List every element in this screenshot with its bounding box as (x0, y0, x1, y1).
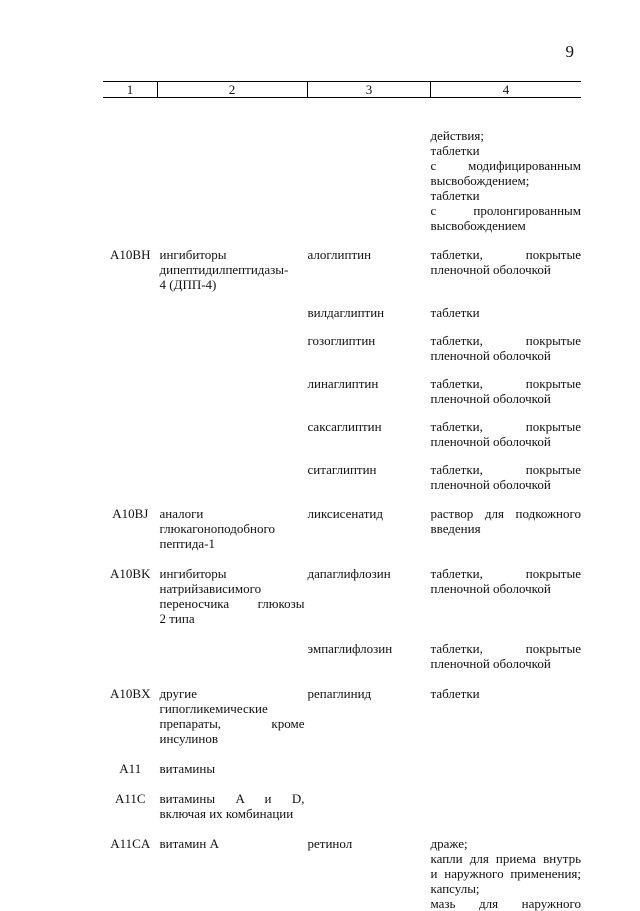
table-row (103, 551, 581, 626)
atc-code: A11C (115, 791, 146, 806)
table-row (103, 406, 581, 449)
atc-code-cell (103, 406, 158, 449)
table-row (103, 233, 581, 292)
dosage-form-line: пленочной оболочкой (431, 434, 582, 449)
atc-group-line: переносчика глюкозы (160, 596, 305, 611)
dosage-form-line: таблетки (431, 686, 582, 701)
atc-group-line: включая их комбинации (160, 806, 305, 821)
atc-group-cell (158, 821, 308, 911)
atc-group-cell (158, 363, 308, 406)
drug-name: ликсисенатид (308, 506, 384, 521)
atc-code: A10BX (110, 686, 150, 701)
drug-name-cell (308, 492, 431, 551)
dosage-forms-cell (431, 320, 582, 363)
drug-name: линаглиптин (308, 376, 379, 391)
table-body (103, 98, 581, 911)
atc-group-cell (158, 492, 308, 551)
drug-name-cell (308, 821, 431, 911)
table-row (103, 292, 581, 320)
dosage-form-line: пленочной оболочкой (431, 348, 582, 363)
atc-group-cell (158, 746, 308, 776)
dosage-forms-cell (431, 821, 582, 911)
column-number: 2 (158, 82, 308, 98)
atc-code-cell (103, 551, 158, 626)
atc-group-line: инсулинов (160, 731, 305, 746)
drug-name: ретинол (308, 836, 353, 851)
dosage-forms-cell (431, 551, 582, 626)
atc-group-cell (158, 551, 308, 626)
column-number: 1 (103, 82, 158, 98)
dosage-forms-cell (431, 776, 582, 821)
atc-code-cell (103, 233, 158, 292)
table-row (103, 671, 581, 746)
drug-name: дапаглифлозин (308, 566, 391, 581)
dosage-forms-cell (431, 671, 582, 746)
table-row (103, 492, 581, 551)
atc-code-cell (103, 292, 158, 320)
dosage-form-line: таблетки, покрытые (431, 641, 582, 656)
drug-name: репаглинид (308, 686, 372, 701)
dosage-form-line: пленочной оболочкой (431, 656, 582, 671)
atc-group-line: натрийзависимого (160, 581, 305, 596)
table-row (103, 746, 581, 776)
dosage-form-line: таблетки, покрытые (431, 462, 582, 477)
atc-code-cell (103, 98, 158, 234)
atc-group-line: аналоги (160, 506, 305, 521)
drug-name-cell (308, 626, 431, 671)
drug-name-cell (308, 449, 431, 492)
atc-group-line: гипогликемические (160, 701, 305, 716)
dosage-form-line: драже; (431, 836, 582, 851)
atc-code: A11 (119, 761, 141, 776)
page-number: 9 (566, 42, 575, 62)
atc-code-cell (103, 746, 158, 776)
atc-group-line: витамины (160, 761, 305, 776)
atc-group-cell (158, 626, 308, 671)
atc-group-cell (158, 320, 308, 363)
atc-code-cell (103, 449, 158, 492)
dosage-form-line: пленочной оболочкой (431, 391, 582, 406)
atc-group-cell (158, 671, 308, 746)
atc-group-line: глюкагоноподобного (160, 521, 305, 536)
dosage-forms-cell (431, 626, 582, 671)
atc-group-line: 2 типа (160, 611, 305, 626)
dosage-forms-cell (431, 363, 582, 406)
dosage-forms-cell (431, 746, 582, 776)
dosage-form-line: и наружного применения; (431, 866, 582, 881)
dosage-form-line: пленочной оболочкой (431, 477, 582, 492)
drug-name-cell (308, 406, 431, 449)
atc-group-cell (158, 98, 308, 234)
dosage-forms-cell (431, 492, 582, 551)
table-row (103, 776, 581, 821)
dosage-form-line: таблетки, покрытые (431, 376, 582, 391)
dosage-form-line: мазь для наружного (431, 896, 582, 911)
dosage-forms-cell (431, 292, 582, 320)
drug-name-cell (308, 320, 431, 363)
table-row (103, 320, 581, 363)
dosage-form-line: таблетки, покрытые (431, 247, 582, 262)
table-row (103, 449, 581, 492)
drug-name-cell (308, 363, 431, 406)
dosage-form-line: капсулы; (431, 881, 582, 896)
drug-name: вилдаглиптин (308, 305, 385, 320)
drug-name-cell (308, 746, 431, 776)
atc-group-line: препараты, кроме (160, 716, 305, 731)
dosage-form-line: действия; (431, 128, 582, 143)
atc-group-cell (158, 449, 308, 492)
drug-table (103, 81, 581, 911)
dosage-form-line: таблетки, покрытые (431, 333, 582, 348)
atc-code-cell (103, 626, 158, 671)
atc-code-cell (103, 492, 158, 551)
drug-name-cell (308, 233, 431, 292)
dosage-form-line: таблетки (431, 143, 582, 158)
atc-code-cell (103, 671, 158, 746)
atc-code-cell (103, 776, 158, 821)
drug-name-cell (308, 292, 431, 320)
drug-name: ситаглиптин (308, 462, 377, 477)
atc-code-cell (103, 363, 158, 406)
dosage-form-line: с модифицированным (431, 158, 582, 173)
atc-code-cell (103, 821, 158, 911)
column-number: 4 (431, 82, 582, 98)
table-row (103, 363, 581, 406)
drug-name-cell (308, 98, 431, 234)
dosage-form-line: таблетки (431, 188, 582, 203)
atc-group-cell (158, 406, 308, 449)
atc-group-line: другие (160, 686, 305, 701)
drug-name: алоглиптин (308, 247, 372, 262)
column-number-row (103, 82, 581, 98)
dosage-form-line: пленочной оболочкой (431, 262, 582, 277)
dosage-form-line: таблетки, покрытые (431, 566, 582, 581)
dosage-forms-cell (431, 449, 582, 492)
drug-name-cell (308, 776, 431, 821)
dosage-forms-cell (431, 98, 582, 234)
dosage-form-line: пленочной оболочкой (431, 581, 582, 596)
drug-name-cell (308, 551, 431, 626)
drug-name-cell (308, 671, 431, 746)
dosage-forms-cell (431, 233, 582, 292)
atc-group-cell (158, 776, 308, 821)
atc-code-cell (103, 320, 158, 363)
drug-name: саксаглиптин (308, 419, 382, 434)
dosage-form-line: введения (431, 521, 582, 536)
dosage-form-line: с пролонгированным (431, 203, 582, 218)
atc-group-line: витамин A (160, 836, 305, 851)
atc-group-line: ингибиторы (160, 566, 305, 581)
dosage-form-line: раствор для подкожного (431, 506, 582, 521)
atc-group-line: дипептидилпептидазы- (160, 262, 305, 277)
dosage-form-line: капли для приема внутрь (431, 851, 582, 866)
atc-group-cell (158, 292, 308, 320)
column-number: 3 (308, 82, 431, 98)
drug-name: гозоглиптин (308, 333, 376, 348)
atc-group-line: 4 (ДПП-4) (160, 277, 305, 292)
table-row (103, 626, 581, 671)
dosage-form-line: таблетки (431, 305, 582, 320)
dosage-form-line: таблетки, покрытые (431, 419, 582, 434)
atc-group-line: ингибиторы (160, 247, 305, 262)
atc-group-cell (158, 233, 308, 292)
dosage-form-line: высвобождением (431, 218, 582, 233)
atc-group-line: витамины A и D, (160, 791, 305, 806)
atc-code: A10BH (110, 247, 150, 262)
atc-code: A11CA (110, 836, 150, 851)
atc-group-line: пептида-1 (160, 536, 305, 551)
drug-name: эмпаглифлозин (308, 641, 393, 656)
atc-code: A10BK (110, 566, 150, 581)
atc-code: A10BJ (112, 506, 148, 521)
dosage-form-line: высвобождением; (431, 173, 582, 188)
dosage-forms-cell (431, 406, 582, 449)
table-row (103, 98, 581, 234)
table-row (103, 821, 581, 911)
